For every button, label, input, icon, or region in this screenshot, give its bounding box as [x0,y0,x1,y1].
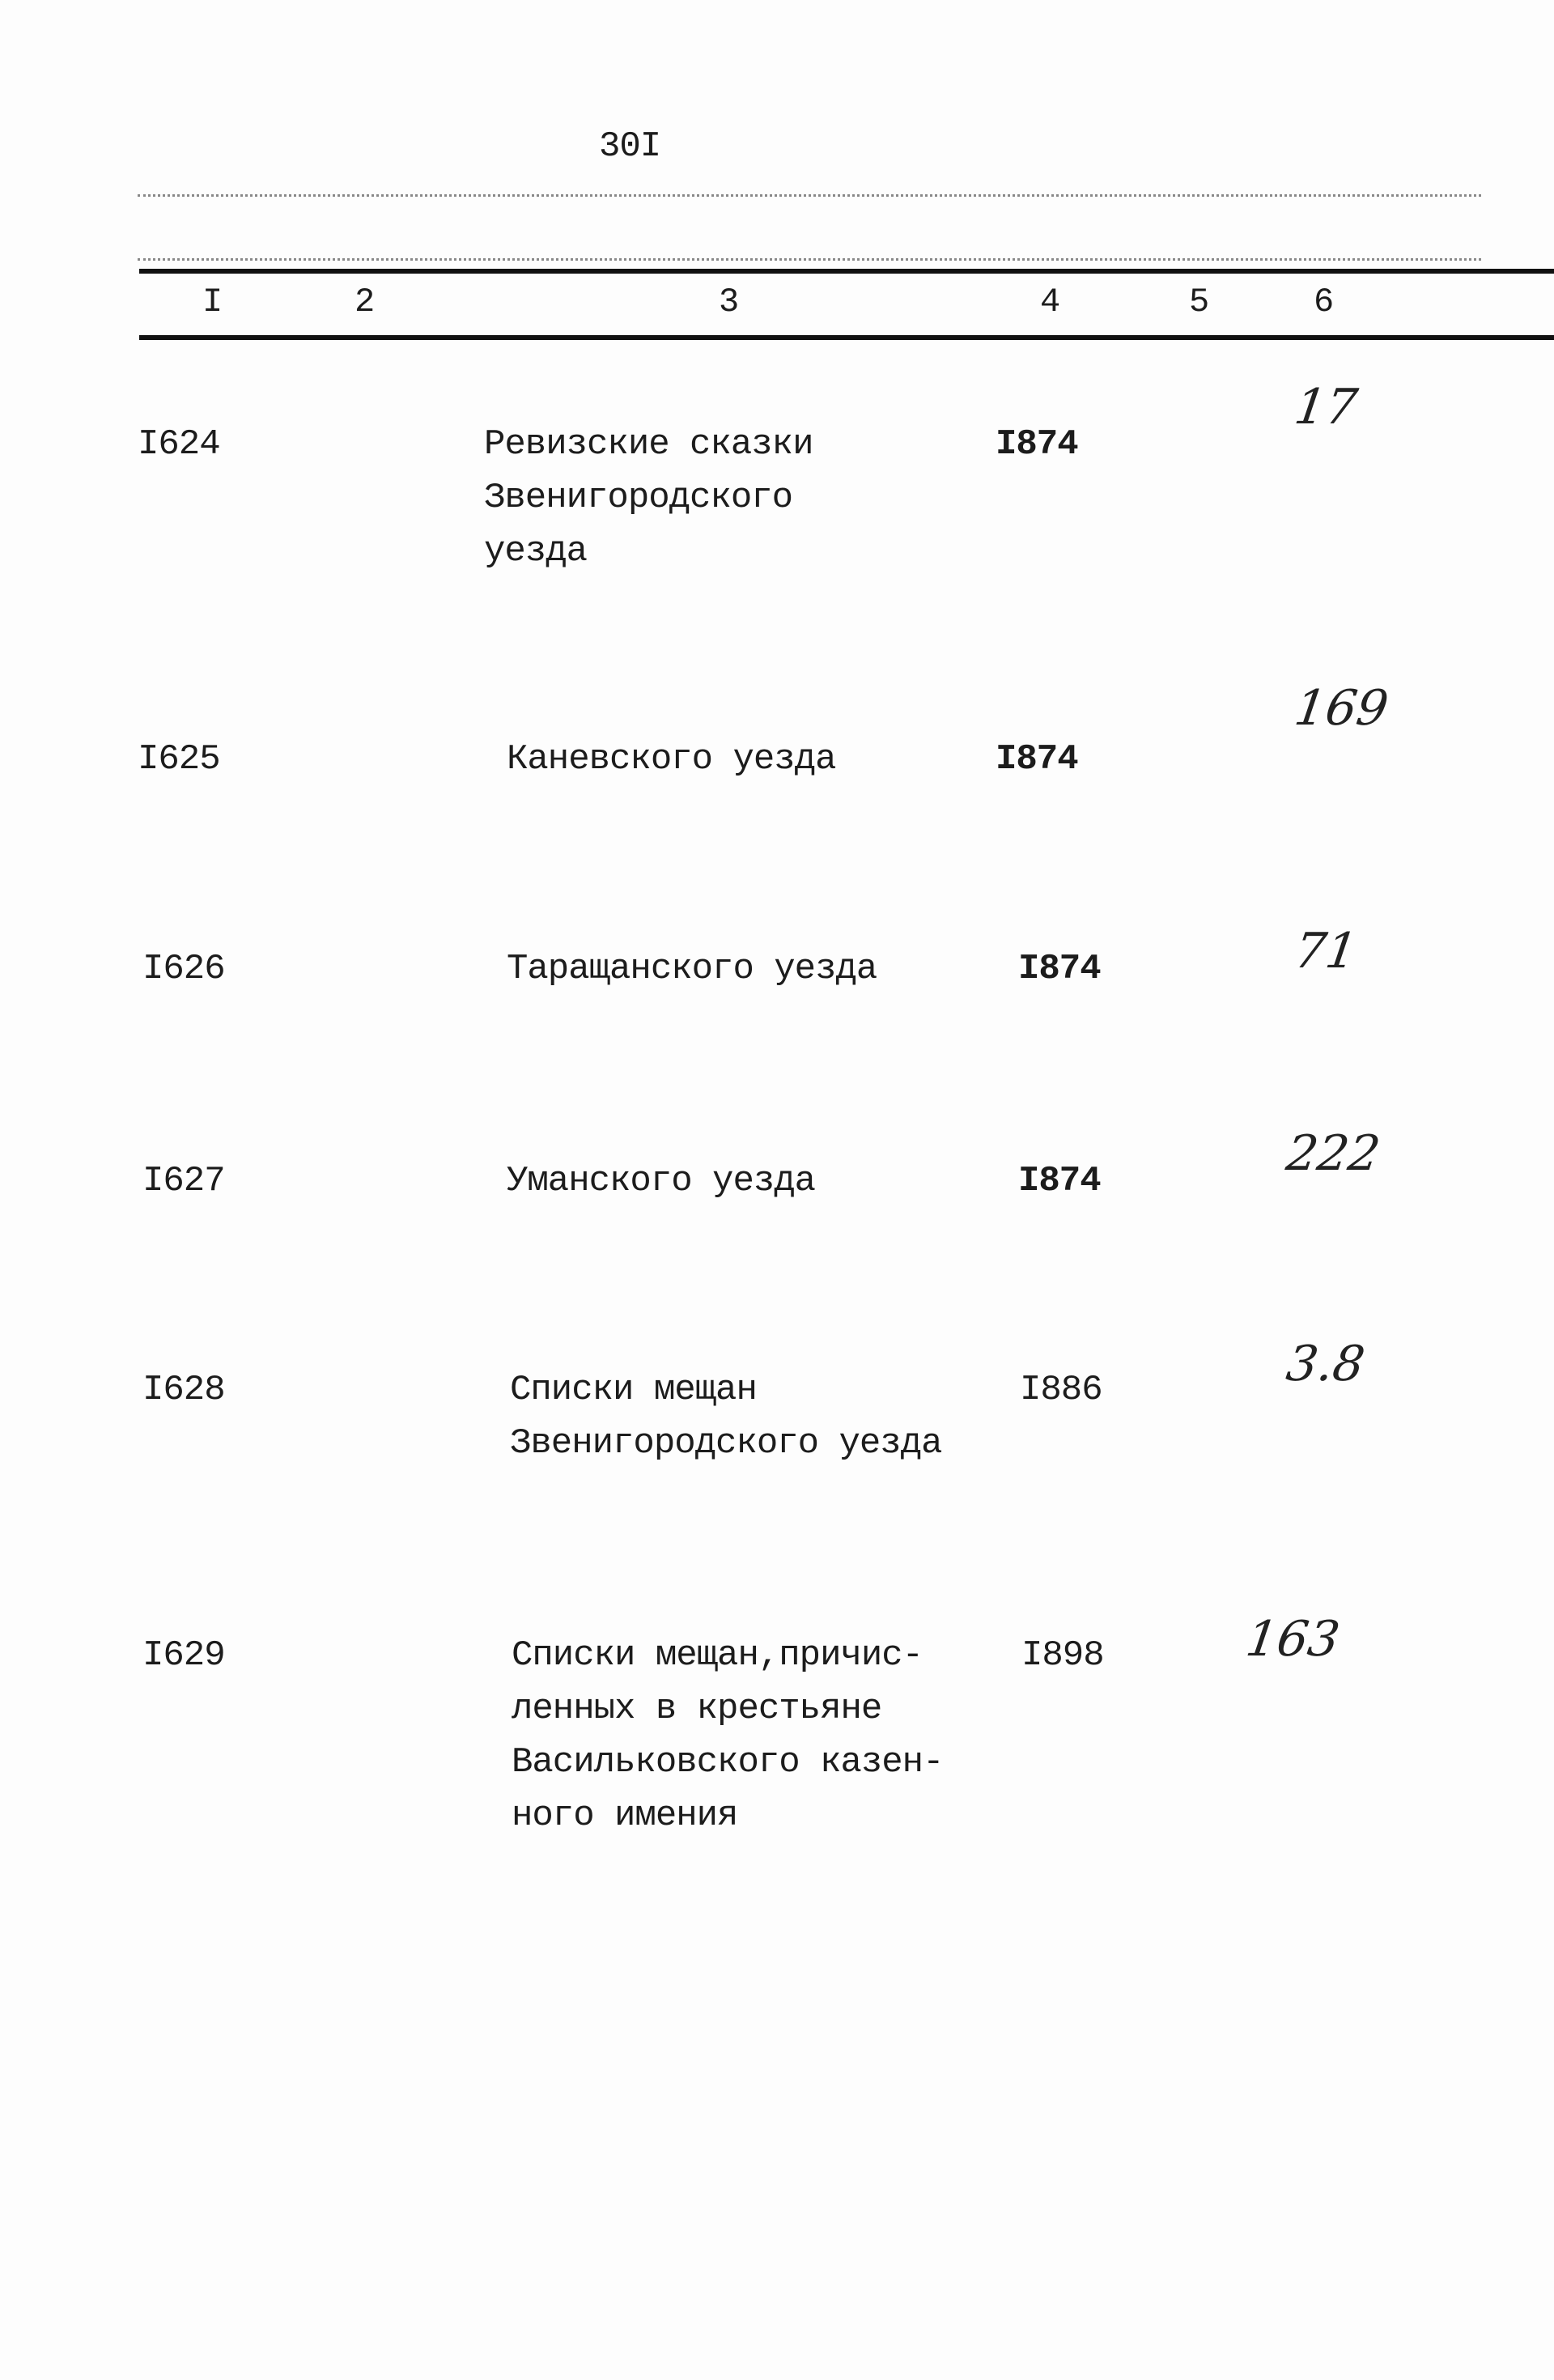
item-year: I886 [1020,1370,1102,1410]
column-header-3: 3 [719,283,739,321]
header-top-rule [139,269,1554,274]
column-header-6: 6 [1314,283,1334,321]
item-title-line: Таращанского уезда [507,949,877,989]
item-number: I626 [142,949,225,989]
handwritten-sheet-count: 163 [1242,1611,1344,1668]
item-number: I625 [138,739,220,780]
page-number: 30I [599,126,661,167]
header-bottom-rule [139,335,1554,340]
item-number: I628 [142,1370,225,1410]
item-title-line: Списки мещан [510,1370,757,1410]
handwritten-sheet-count: 222 [1283,1125,1384,1182]
item-number: I624 [138,424,220,465]
item-title-line: уезда [484,531,588,572]
handwritten-sheet-count: 169 [1291,680,1392,737]
item-year: I874 [996,424,1078,465]
dotted-divider [138,258,1481,261]
item-title-line: Уманского уезда [507,1161,816,1201]
item-title-line: ленных в крестьяне [512,1689,882,1729]
item-title-line: Ревизские сказки [484,424,813,465]
item-title-line: Звенигородского [484,478,793,518]
dotted-divider [138,194,1481,197]
handwritten-sheet-count: 71 [1291,923,1361,980]
item-year: I874 [996,739,1078,780]
column-header-5: 5 [1189,283,1209,321]
handwritten-sheet-count: 3.8 [1283,1336,1369,1392]
column-header-2: 2 [355,283,375,321]
item-year: I874 [1018,1161,1101,1201]
item-year: I898 [1021,1635,1104,1676]
column-header-4: 4 [1040,283,1060,321]
item-title-line: ного имения [512,1796,738,1836]
item-title-line: Списки мещан,причис- [512,1635,923,1676]
item-number: I629 [142,1635,225,1676]
item-title-line: Звенигородского уезда [510,1423,942,1464]
item-year: I874 [1018,949,1101,989]
item-number: I627 [142,1161,225,1201]
item-title-line: Васильковского казен- [512,1742,944,1783]
item-title-line: Каневского уезда [507,739,836,780]
handwritten-sheet-count: 17 [1291,379,1361,436]
column-header-1: I [202,283,223,321]
